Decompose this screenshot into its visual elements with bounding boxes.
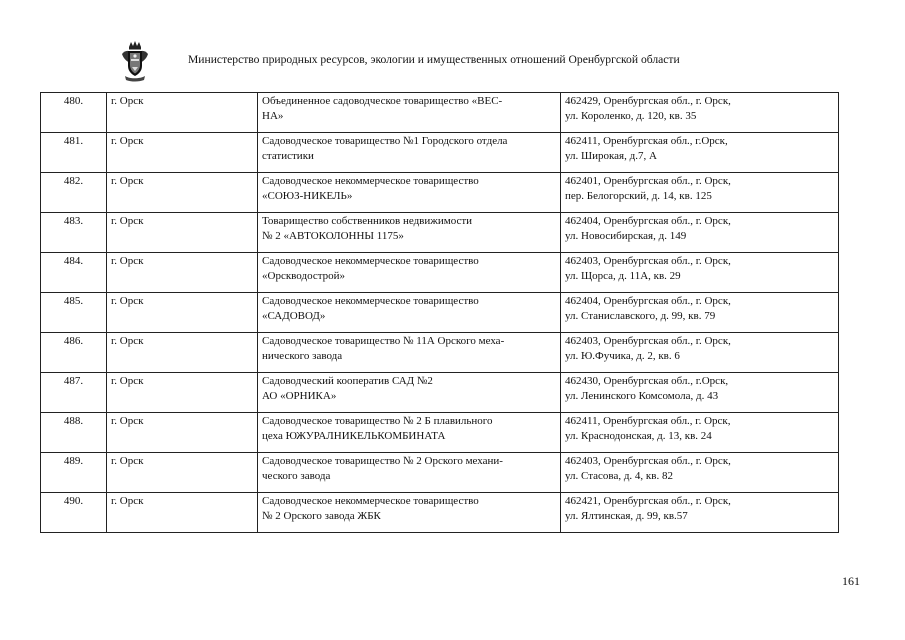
organization-name-line: Садоводческое некоммерческое товарищество	[262, 175, 479, 187]
address-line: ул. Краснодонская, д. 13, кв. 24	[565, 430, 712, 442]
address-line: 462401, Оренбургская обл., г. Орск,	[565, 175, 731, 187]
organization-name-line: Садоводческое товарищество № 2 Б плавильного	[262, 415, 493, 427]
table-row	[41, 373, 839, 413]
table-row	[41, 253, 839, 293]
organization-name-line: Товарищество собственников недвижимости	[262, 215, 473, 227]
row-number-cell: 481.	[41, 133, 107, 173]
registry-table	[40, 92, 839, 533]
organization-name-line: Садоводческое некоммерческое товарищество	[262, 295, 479, 307]
address-cell	[561, 253, 839, 293]
organization-name-cell	[258, 453, 561, 493]
address-line: ул. Стасова, д. 4, кв. 82	[565, 470, 673, 482]
organization-name-cell	[258, 373, 561, 413]
table-row	[41, 173, 839, 213]
table-row	[41, 453, 839, 493]
organization-name-line: Садоводческое товарищество № 11А Орского меха-	[262, 335, 505, 347]
organization-name-line: «Орскводострой»	[262, 270, 346, 282]
organization-name-line: Садоводческий кооператив САД №2	[262, 375, 433, 387]
organization-name-cell	[258, 333, 561, 373]
row-number-cell: 484.	[41, 253, 107, 293]
organization-name-line: Садоводческое товарищество №1 Городского отдела	[262, 135, 508, 147]
city-cell: г. Орск	[107, 133, 258, 173]
organization-name-line: № 2 «АВТОКОЛОННЫ 1175»	[262, 230, 404, 242]
organization-name-cell	[258, 133, 561, 173]
organization-name-cell	[258, 213, 561, 253]
table-row	[41, 293, 839, 333]
row-number-cell: 486.	[41, 333, 107, 373]
organization-name-line: Садоводческое некоммерческое товарищество	[262, 255, 479, 267]
city-cell: г. Орск	[107, 333, 258, 373]
organization-name-line: НА»	[262, 110, 284, 122]
row-number-cell: 480.	[41, 93, 107, 133]
address-cell	[561, 173, 839, 213]
organization-name-line: статистики	[262, 150, 314, 162]
city-cell: г. Орск	[107, 293, 258, 333]
address-cell	[561, 493, 839, 533]
address-cell	[561, 333, 839, 373]
table-row	[41, 333, 839, 373]
table-row	[41, 93, 839, 133]
row-number-cell: 482.	[41, 173, 107, 213]
organization-name-line: «СОЮЗ-НИКЕЛЬ»	[262, 190, 353, 202]
address-line: ул. Новосибирская, д. 149	[565, 230, 687, 242]
page-number: 161	[842, 574, 860, 588]
organization-name-cell	[258, 173, 561, 213]
organization-name-cell	[258, 93, 561, 133]
address-line: пер. Белогорский, д. 14, кв. 125	[565, 190, 712, 202]
city-cell: г. Орск	[107, 213, 258, 253]
table-row	[41, 133, 839, 173]
address-line: 462403, Оренбургская обл., г. Орск,	[565, 455, 731, 467]
address-cell	[561, 213, 839, 253]
address-cell	[561, 453, 839, 493]
page-title: Министерство природных ресурсов, экологии и имущественных отношений Оренбургской области	[188, 53, 680, 66]
address-cell	[561, 133, 839, 173]
address-cell	[561, 413, 839, 453]
organization-name-line: ческого завода	[262, 470, 331, 482]
address-line: ул. Короленко, д. 120, кв. 35	[565, 110, 697, 122]
address-cell	[561, 93, 839, 133]
organization-name-line: «САДОВОД»	[262, 310, 326, 322]
organization-name-line: Садоводческое товарищество № 2 Орского механи-	[262, 455, 503, 467]
row-number-cell: 488.	[41, 413, 107, 453]
address-line: 462404, Оренбургская обл., г. Орск,	[565, 215, 731, 227]
registry-table-body	[41, 93, 839, 533]
address-line: 462403, Оренбургская обл., г. Орск,	[565, 255, 731, 267]
address-line: 462429, Оренбургская обл., г. Орск,	[565, 95, 731, 107]
city-cell: г. Орск	[107, 453, 258, 493]
organization-name-cell	[258, 413, 561, 453]
address-line: ул. Ю.Фучика, д. 2, кв. 6	[565, 350, 680, 362]
city-cell: г. Орск	[107, 173, 258, 213]
organization-name-cell	[258, 493, 561, 533]
organization-name-cell	[258, 293, 561, 333]
address-line: 462430, Оренбургская обл., г.Орск,	[565, 375, 729, 387]
address-line: ул. Ялтинская, д. 99, кв.57	[565, 510, 688, 522]
address-line: ул. Станиславского, д. 99, кв. 79	[565, 310, 716, 322]
city-cell: г. Орск	[107, 493, 258, 533]
page-header	[120, 40, 820, 86]
organization-name-cell	[258, 253, 561, 293]
address-cell	[561, 373, 839, 413]
address-line: 462404, Оренбургская обл., г. Орск,	[565, 295, 731, 307]
organization-name-line: АО «ОРНИКА»	[262, 390, 337, 402]
city-cell: г. Орск	[107, 413, 258, 453]
coat-of-arms-icon	[120, 40, 150, 82]
address-line: ул. Широкая, д.7, А	[565, 150, 657, 162]
address-line: 462411, Оренбургская обл., г.Орск,	[565, 135, 728, 147]
city-cell: г. Орск	[107, 373, 258, 413]
organization-name-line: Объединенное садоводческое товарищество «ВЕС-	[262, 95, 503, 107]
table-row	[41, 493, 839, 533]
address-line: ул. Ленинского Комсомола, д. 43	[565, 390, 719, 402]
address-line: 462421, Оренбургская обл., г. Орск,	[565, 495, 731, 507]
address-line: 462411, Оренбургская обл., г. Орск,	[565, 415, 731, 427]
row-number-cell: 483.	[41, 213, 107, 253]
address-line: 462403, Оренбургская обл., г. Орск,	[565, 335, 731, 347]
organization-name-line: цеха ЮЖУРАЛНИКЕЛЬКОМБИНАТА	[262, 430, 446, 442]
address-line: ул. Щорса, д. 11А, кв. 29	[565, 270, 681, 282]
row-number-cell: 489.	[41, 453, 107, 493]
address-cell	[561, 293, 839, 333]
city-cell: г. Орск	[107, 93, 258, 133]
row-number-cell: 487.	[41, 373, 107, 413]
table-row	[41, 213, 839, 253]
row-number-cell: 485.	[41, 293, 107, 333]
city-cell: г. Орск	[107, 253, 258, 293]
organization-name-line: Садоводческое некоммерческое товарищество	[262, 495, 479, 507]
table-row	[41, 413, 839, 453]
organization-name-line: № 2 Орского завода ЖБК	[262, 510, 381, 522]
organization-name-line: нического завода	[262, 350, 343, 362]
row-number-cell: 490.	[41, 493, 107, 533]
